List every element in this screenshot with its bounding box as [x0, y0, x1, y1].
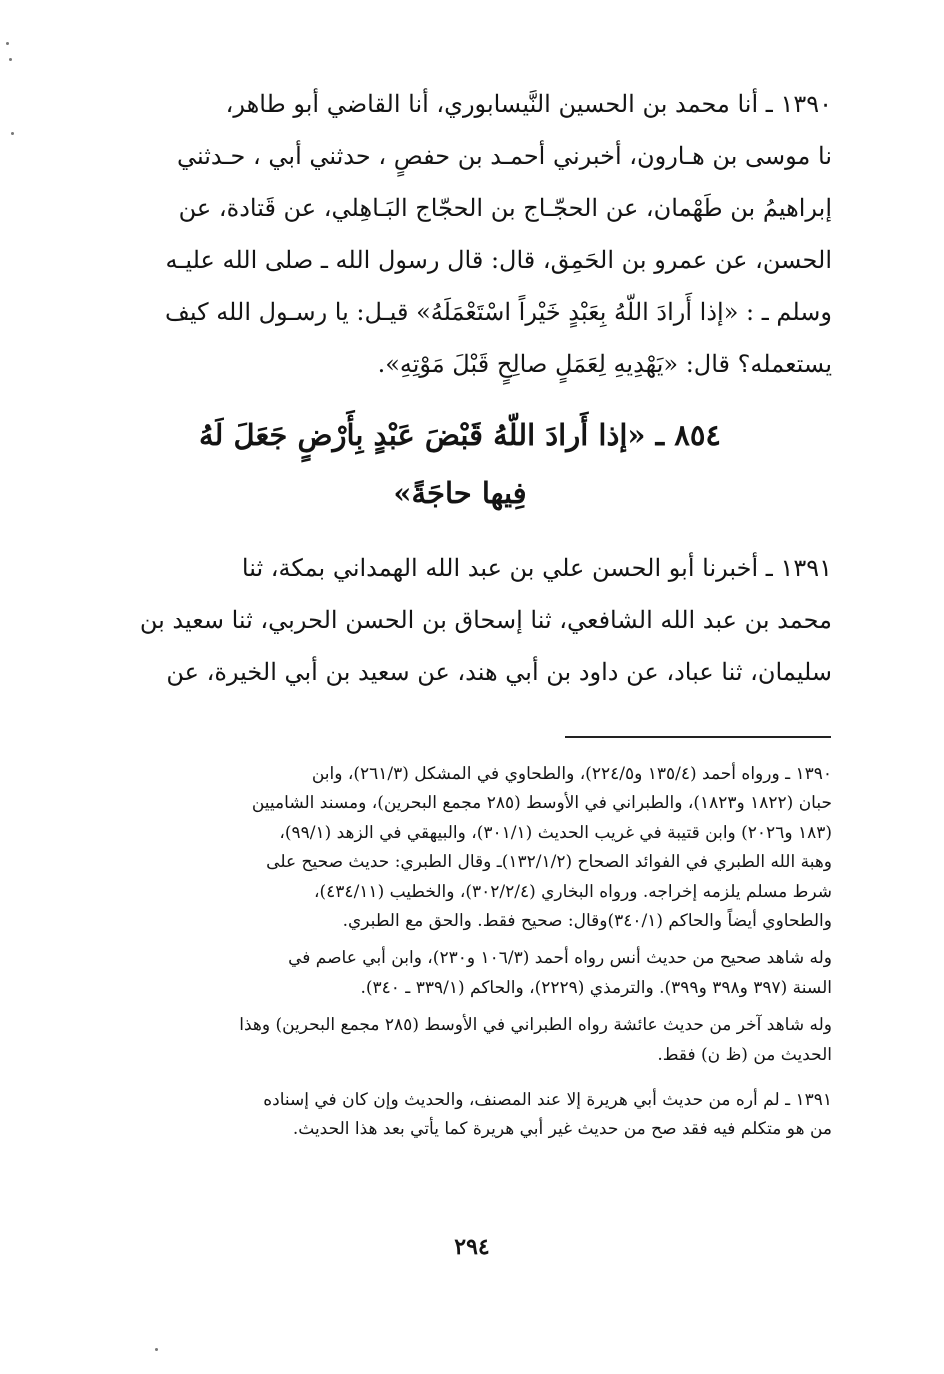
footnote-1391: [136, 1086, 832, 1145]
footnote-line: ١٣٩٠ ـ ورواه أحمد (١٣٥/٤ و٢٢٤/٥)، والطحاوي في المشكل (٢٦١/٣)، وابن: [311, 764, 832, 784]
scan-speck: [6, 42, 9, 45]
scan-speck: [155, 1348, 158, 1351]
hadith-1390: [136, 78, 832, 390]
footnote-line: ١٣٩١ ـ لم أره من حديث أبي هريرة إلا عند المصنف، والحديث وإن كان في إسناده: [263, 1090, 832, 1111]
text-line: محمد بن عبد الله الشافعي، ثنا إسحاق بن الحسن الحربي، ثنا سعيد بن: [139, 606, 832, 634]
text-line: وسلم ـ : «إذا أَرادَ اللّهُ بِعَبْدٍ خَيْراً اسْتَعْمَلَهُ» قيـل: يا رسـول الله كيف: [165, 298, 832, 326]
footnote-1390: [136, 760, 832, 1070]
footnote-line: حبان (١٨٢٢ و١٨٢٣)، والطبراني في الأوسط (٢٨٥ مجمع البحرين)، ومسند الشاميين: [251, 793, 832, 814]
text-line: نا موسى بن هـارون، أخبرني أحمـد بن حفصٍ ، حدثني أبي ، حـدثني: [176, 142, 832, 170]
text-line: إبراهيمُ بن طَهْمان، عن الحجّـاج بن الحجّاج البَـاهِلي، عن قَتادة، عن: [178, 194, 832, 222]
footnote-line: وله شاهد آخر من حديث عائشة رواه الطبراني في الأوسط (٢٨٥ مجمع البحرين) وهذا: [239, 1015, 832, 1036]
heading-line-1: ٨٥٤ ـ «إذا أَرادَ اللّهُ قَبْضَ عَبْدٍ بِأَرْضٍ جَعَلَ لَهُ: [199, 418, 721, 452]
hadith-1391: [136, 542, 832, 698]
text-line: الحسن، عن عمرو بن الحَمِق، قال: قال رسول الله ـ صلى الله عليـه: [165, 246, 832, 274]
footnote-line: من هو متكلم فيه فقد صح من حديث غير أبي هريرة كما يأتي بعد هذا الحديث.: [292, 1119, 832, 1140]
footnote-line: السنة (٣٩٧ و٣٩٨ و٣٩٩). والترمذي (٢٢٢٩)، والحاكم (٣٣٩/١ ـ ٣٤٠).: [360, 977, 832, 998]
footnote-line: وهبة الله الطبري في الفوائد الصحاح (١٣٢/١/٢)ـ وقال الطبري: حديث صحيح على: [266, 852, 832, 873]
scan-speck: [11, 132, 14, 135]
footnote-line: (١٨٣ و٢٠٢٦) وابن قتيبة في غريب الحديث (٣٠١/١)، والبيهقي في الزهد (٩٩/١)،: [279, 822, 832, 843]
footnote-line: والطحاوي أيضاً والحاكم (٣٤٠/١)وقال: صحيح فقط. والحق مع الطبري.: [342, 911, 832, 932]
footnotes: [136, 760, 832, 1145]
scan-speck: [9, 58, 12, 61]
footnote-line: شرط مسلم يلزمه إخراجه. ورواه البخاري (٣٠٢/٢/٤)، والخطيب (٤٣٤/١١)،: [314, 881, 832, 902]
footnote-line: وله شاهد صحيح من حديث أنس رواه أحمد (١٠٦/٣ و٢٣٠)، وابن أبي عاصم في: [288, 948, 832, 969]
heading-line-2: فِيها حاجَةً»: [393, 476, 527, 510]
page-number: ٢٩٤: [454, 1234, 490, 1260]
footnote-separator: [565, 736, 831, 738]
chapter-heading: [180, 406, 740, 522]
footnote-line: الحديث من (ظ ن) فقط.: [657, 1044, 832, 1065]
text-line: ١٣٩١ ـ أخبرنا أبو الحسن علي بن عبد الله الهمداني بمكة، ثنا: [241, 554, 832, 582]
text-line: ١٣٩٠ ـ أنا محمد بن الحسين النَّيسابوري، أنا القاضي أبو طاهر،: [225, 90, 832, 118]
text-line: سليمان، ثنا عباد، عن داود بن أبي هند، عن سعيد بن أبي الخيرة، عن: [166, 658, 832, 686]
text-line: يستعمله؟ قال: «يَهْدِيهِ لِعَمَلٍ صالِحٍ قَبْلَ مَوْتِهِ».: [377, 350, 832, 378]
